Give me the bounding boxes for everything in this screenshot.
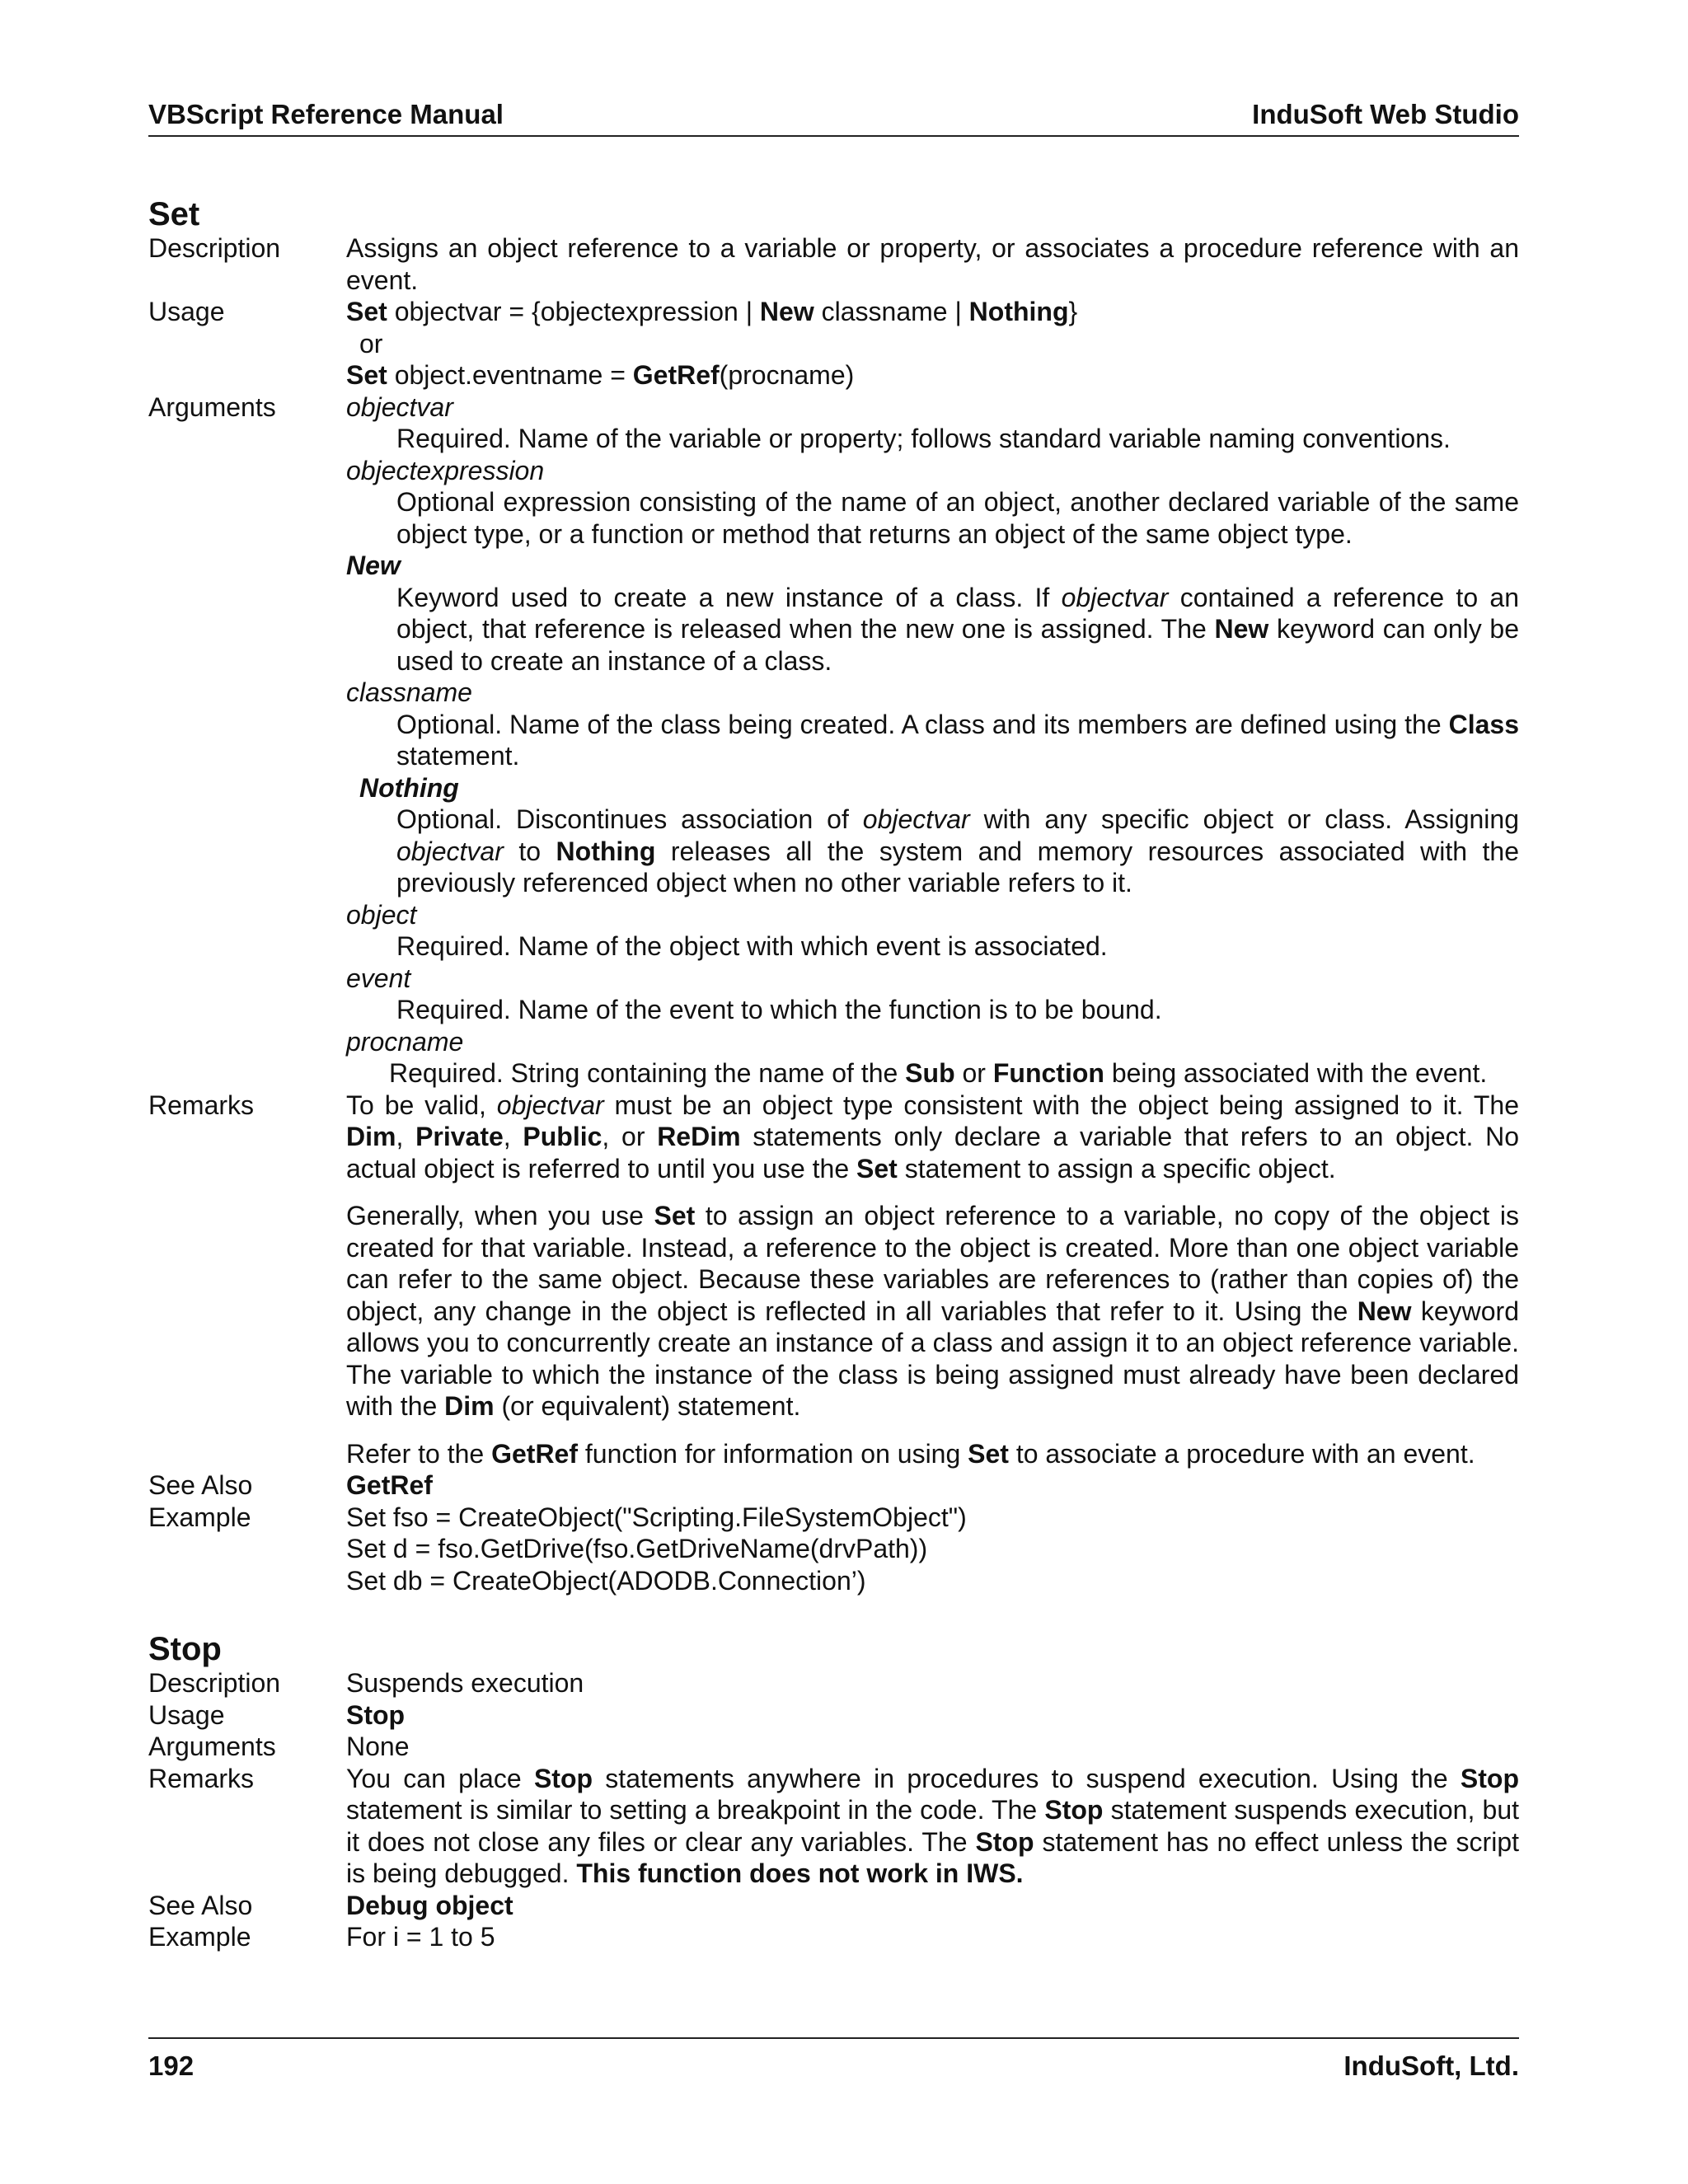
arg-name-object: object xyxy=(346,899,417,930)
label-see-also: See Also xyxy=(148,1470,253,1500)
section-title-set: Set xyxy=(148,196,200,232)
label-arguments: Arguments xyxy=(148,391,276,422)
label-see-also: See Also xyxy=(148,1890,253,1920)
set-usage-row xyxy=(148,296,1519,391)
header-manual-title: VBScript Reference Manual xyxy=(148,99,504,129)
usage-or: or xyxy=(359,328,383,359)
code-line: Set fso = CreateObject("Scripting.FileSystemObject") xyxy=(346,1502,967,1532)
stop-remarks: You can place Stop statements anywhere in procedures to suspend execution. Using the Stop statement is similar to setting a breakpoint in the code. The Stop statement suspends execution, but it does not close any files or clear any variables. The Stop statement has no effect unless the script is being debugged. This function does not work in IWS. xyxy=(346,1763,1520,1888)
arg-desc-procname: Required. String containing the name of the Sub or Function being associated with the event. xyxy=(389,1058,1488,1088)
set-example-row xyxy=(148,1502,1519,1597)
arg-name-classname: classname xyxy=(346,677,472,707)
label-example: Example xyxy=(148,1502,251,1532)
set-remarks-row xyxy=(148,1090,1519,1470)
stop-see-also-row xyxy=(148,1890,1519,1922)
arg-name-event: event xyxy=(346,963,411,993)
stop-example-code: For i = 1 to 5 xyxy=(346,1922,495,1952)
stop-usage: Stop xyxy=(346,1699,406,1730)
set-usage xyxy=(346,296,1519,391)
arg-desc-nothing: Optional. Discontinues association of objectvar with any specific object or class. Assigning objectvar to Nothing releases all the system and memory resources associated with the previously referenced object when no other variable refers to it. xyxy=(396,804,1520,898)
code-line: Set d = fso.GetDrive(fso.GetDriveName(drvPath)) xyxy=(346,1534,928,1563)
label-example: Example xyxy=(148,1922,251,1952)
arg-name-objectexpression: objectexpression xyxy=(346,455,545,485)
footer-company: InduSoft, Ltd. xyxy=(1343,2050,1519,2081)
set-arguments-row xyxy=(148,391,1519,1090)
label-remarks: Remarks xyxy=(148,1763,255,1793)
stop-arguments: None xyxy=(346,1732,410,1761)
set-remarks xyxy=(346,1090,1519,1470)
header-product-name: InduSoft Web Studio xyxy=(1252,99,1519,129)
label-usage: Usage xyxy=(148,297,225,326)
set-see-also-link[interactable]: GetRef xyxy=(346,1470,433,1500)
arg-name-new: New xyxy=(346,551,401,580)
usage-syntax-2: Set object.eventname = GetRef(procname) xyxy=(346,360,855,390)
stop-example-row xyxy=(148,1921,1519,1953)
remarks-paragraph-2: Generally, when you use Set to assign an object reference to a variable, no copy of the object is created for that variable. Instead, a reference to the object is created. More than one object variable can refer to the same object. Because these variables are references to (rather than copies of) the object, any change in the object is reflected in all variables that refer to it. Using the New keyword allows you to concurrently create an instance of a class and assign it to an object reference variable. The variable to which the instance of the class is being assigned must already have been declared with the Dim (or equivalent) statement. xyxy=(346,1201,1520,1421)
arg-desc-objectexpression: Optional expression consisting of the name of an object, another declared variable of the same object type, or a function or method that returns an object of the same object type. xyxy=(396,487,1519,549)
stop-remarks-row xyxy=(148,1763,1519,1890)
arg-desc-classname: Optional. Name of the class being created. A class and its members are defined using the Class statement. xyxy=(396,709,1519,771)
remarks-paragraph-3: Refer to the GetRef function for information on using Set to associate a procedure with an event. xyxy=(346,1438,1475,1469)
set-see-also-row xyxy=(148,1469,1519,1502)
label-description: Description xyxy=(148,233,281,263)
stop-see-also-link[interactable]: Debug object xyxy=(346,1890,513,1920)
page-content xyxy=(148,196,1519,1953)
label-usage: Usage xyxy=(148,1699,225,1730)
arg-name-objectvar: objectvar xyxy=(346,391,453,422)
usage-syntax-1: Set objectvar = {objectexpression | New classname | Nothing} xyxy=(346,297,1078,326)
code-line: Set db = CreateObject(ADODB.Connection’) xyxy=(346,1565,866,1596)
stop-description: Suspends execution xyxy=(346,1668,584,1698)
label-remarks: Remarks xyxy=(148,1090,255,1120)
arg-desc-event: Required. Name of the event to which the function is to be bound. xyxy=(396,995,1162,1024)
set-description: Assigns an object reference to a variable or property, or associates a procedure reference with an event. xyxy=(346,233,1519,295)
set-example-code xyxy=(346,1502,1519,1597)
set-description-row xyxy=(148,232,1519,296)
remarks-paragraph-1: To be valid, objectvar must be an object type consistent with the object being assigned to it. The Dim, Private, Public, or ReDim statements only declare a variable that refers to an object. No actual object is referred to until you use the Set statement to assign a specific object. xyxy=(346,1090,1520,1183)
stop-usage-row xyxy=(148,1699,1519,1732)
stop-arguments-row xyxy=(148,1731,1519,1763)
set-arguments xyxy=(346,391,1519,1090)
arg-name-nothing: Nothing xyxy=(359,772,459,803)
label-description: Description xyxy=(148,1668,281,1698)
page-header xyxy=(148,97,1519,137)
label-arguments: Arguments xyxy=(148,1732,276,1761)
stop-description-row xyxy=(148,1667,1519,1699)
arg-name-procname: procname xyxy=(346,1026,464,1057)
section-title-stop: Stop xyxy=(148,1631,222,1667)
arg-desc-object: Required. Name of the object with which event is associated. xyxy=(396,931,1108,961)
arg-desc-new: Keyword used to create a new instance of a class. If objectvar contained a reference to an object, that reference is released when the new one is assigned. The New keyword can only be used to create an instance of a class. xyxy=(396,582,1520,676)
arg-desc-objectvar: Required. Name of the variable or property; follows standard variable naming conventions. xyxy=(396,424,1451,453)
page-footer xyxy=(148,2037,1519,2088)
page-number: 192 xyxy=(148,2050,195,2081)
